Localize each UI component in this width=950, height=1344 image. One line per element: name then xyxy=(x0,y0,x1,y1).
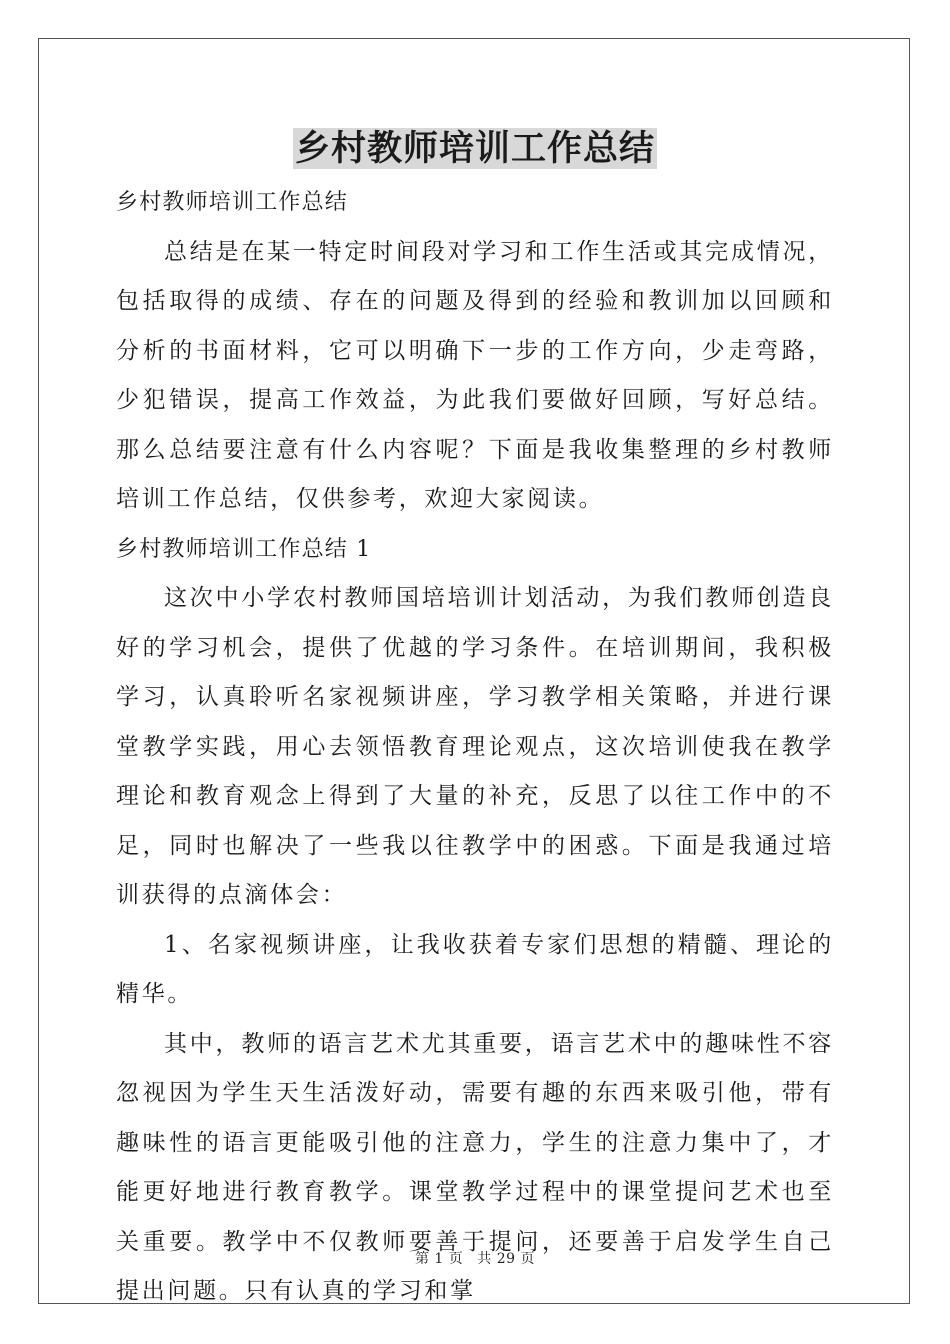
section-heading: 乡村教师培训工作总结 1 xyxy=(116,536,372,562)
page-footer xyxy=(0,1248,950,1268)
document-subtitle: 乡村教师培训工作总结 xyxy=(116,190,349,215)
document-title xyxy=(0,126,950,172)
page-number: 第 1 页 xyxy=(414,1251,464,1267)
numbered-point: 1、名家视频讲座，让我收获着专家们思想的精髓、理论的精华。 xyxy=(116,931,834,1007)
intro-paragraph: 总结是在某一特定时间段对学习和工作生活或其完成情况，包括取得的成绩、存在的问题及得到的经验和教训加以回顾和分析的书面材料，它可以明确下一步的工作方向，少走弯路，少犯错误，提高工作效益，为此我们要做好回顾，写好总结。那么总结要注意有什么内容呢？下面是我收集整理的乡村教师培训工作总结，仅供参考，欢迎大家阅读。 xyxy=(116,238,834,512)
page-total: 共 29 页 xyxy=(477,1251,536,1267)
body-paragraph: 其中，教师的语言艺术尤其重要，语言艺术中的趣味性不容忽视因为学生天生活泼好动，需要有趣的东西来吸引他，带有趣味性的语言更能吸引他的注意力，学生的注意力集中了，才能更好地进行教育教学。课堂教学过程中的课堂提问艺术也至关重要。教学中不仅教师要善于提问，还要善于启发学生自己提出问题。只有认真的学习和掌 xyxy=(116,1030,834,1304)
body-paragraph: 这次中小学农村教师国培培训计划活动，为我们教师创造良好的学习机会，提供了优越的学习条件。在培训期间，我积极学习，认真聆听名家视频讲座，学习教学相关策略，并进行课堂教学实践，用心去领悟教育理论观点，这次培训使我在教学理论和教育观念上得到了大量的补充，反思了以往工作中的不足，同时也解决了一些我以往教学中的困惑。下面是我通过培训获得的点滴体会： xyxy=(116,585,834,908)
document-body xyxy=(116,178,834,1317)
document-title-text: 乡村教师培训工作总结 xyxy=(294,128,655,169)
